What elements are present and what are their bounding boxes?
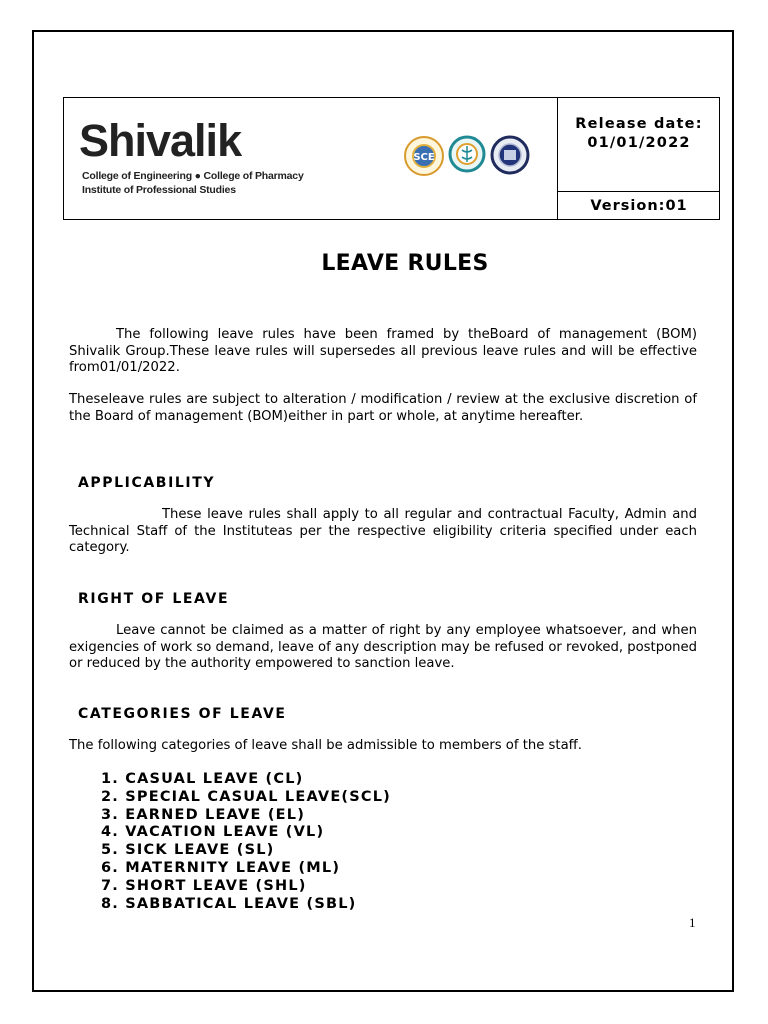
right-of-leave-text: Leave cannot be claimed as a matter of right by any employee whatsoever, and when exigencies of work so demand, leave of any description may be refused or revoked, postponed or reduced by the authority empowered to sanction leave.	[69, 623, 697, 671]
header-horizontal-divider	[557, 191, 719, 192]
right-of-leave-heading: RIGHT OF LEAVE	[78, 591, 230, 607]
logo-subtitle-institute: Institute of Professional Studies	[82, 184, 236, 196]
page-title: LEAVE RULES	[321, 251, 489, 276]
shivalik-logo: Shivalik	[79, 115, 242, 166]
categories-heading: CATEGORIES OF LEAVE	[78, 706, 287, 722]
list-item: 2. SPECIAL CASUAL LEAVE(SCL)	[101, 788, 391, 805]
logo-subtitle-colleges: College of Engineering ● College of Pharmacy	[82, 170, 304, 182]
applicability-heading: APPLICABILITY	[78, 475, 216, 491]
sce-seal-icon	[403, 135, 445, 177]
institute-seal-icon	[490, 135, 530, 175]
intro-paragraph-2: Theseleave rules are subject to alteration / modification / review at the exclusive discretion of the Board of management (BOM)either in part or whole, at anytime hereafter.	[69, 392, 697, 424]
list-item: 1. CASUAL LEAVE (CL)	[101, 771, 304, 787]
leave-categories-list	[101, 771, 391, 913]
list-item: 8. SABBATICAL LEAVE (SBL)	[101, 895, 357, 912]
document-header	[63, 97, 720, 220]
version-label: Version:01	[590, 198, 688, 214]
categories-intro: The following categories of leave shall be admissible to members of the staff.	[69, 738, 582, 753]
release-date-label: Release date:	[575, 116, 703, 132]
pharmacy-seal-icon	[448, 135, 486, 173]
list-item: 3. EARNED LEAVE (EL)	[101, 806, 306, 823]
list-item: 4. VACATION LEAVE (VL)	[101, 824, 325, 841]
release-date-value: 01/01/2022	[587, 135, 691, 151]
page-number: 1	[689, 915, 696, 930]
seal-text: SCE	[413, 152, 435, 163]
list-item: 6. MATERNITY LEAVE (ML)	[101, 859, 341, 876]
list-item: 5. SICK LEAVE (SL)	[101, 842, 275, 859]
list-item: 7. SHORT LEAVE (SHL)	[101, 877, 307, 894]
intro-paragraph-1: The following leave rules have been framed by theBoard of management (BOM) Shivalik Group.These leave rules will supersedes all previous leave rules and will be effective from01/01/2022.	[69, 327, 697, 375]
applicability-text: These leave rules shall apply to all regular and contractual Faculty, Admin and Technical Staff of the Instituteas per the respective eligibility criteria specified under each category.	[69, 507, 697, 555]
release-date-block	[558, 115, 720, 153]
